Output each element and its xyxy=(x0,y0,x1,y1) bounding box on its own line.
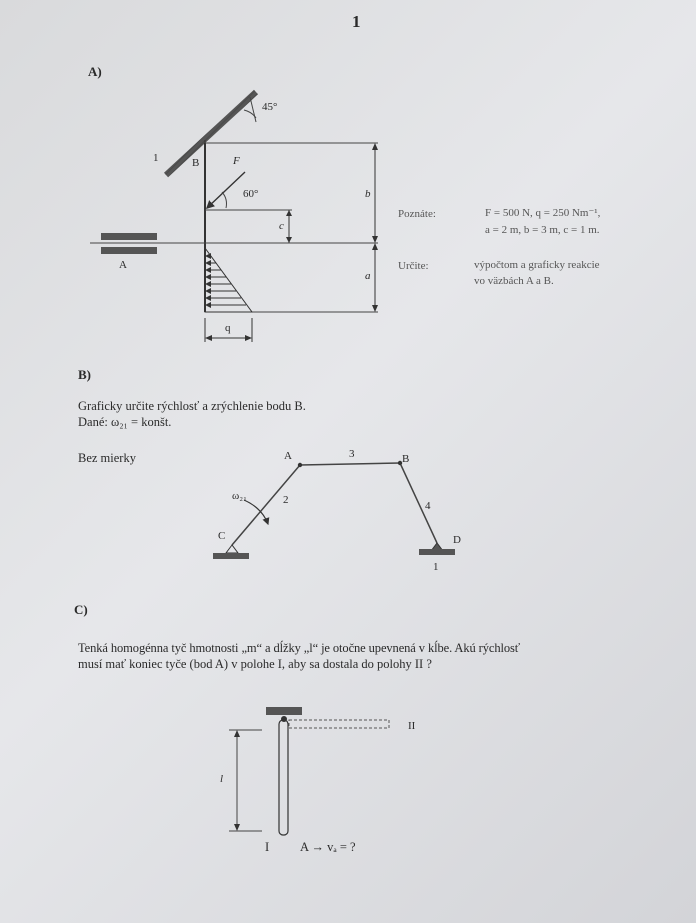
mech-label-3: 3 xyxy=(349,448,355,460)
task-line-1: výpočtom a graficky reakcie xyxy=(474,259,600,271)
section-b-label: B) xyxy=(78,367,91,382)
dim-q-label: q xyxy=(225,322,231,334)
label-a: A xyxy=(119,259,127,271)
given-label: Poznáte: xyxy=(398,208,436,220)
mech-label-d: D xyxy=(453,534,461,546)
angle-45-label: 45° xyxy=(262,101,278,113)
task-label: Určite: xyxy=(398,260,429,272)
mech-label-4: 4 xyxy=(425,500,431,512)
rod-length-label: l xyxy=(220,773,224,785)
dim-b-label: b xyxy=(365,188,371,200)
answer-label: A → vₐ = ? xyxy=(300,840,356,854)
distributed-load xyxy=(205,248,252,312)
position-i-label: I xyxy=(265,840,270,854)
dim-c-label: c xyxy=(279,220,284,232)
dim-a-label: a xyxy=(365,270,371,282)
label-f: F xyxy=(233,155,240,167)
given-line-2: a = 2 m, b = 3 m, c = 1 m. xyxy=(485,224,600,236)
inclined-support xyxy=(166,92,256,175)
mech-label-omega: ω₂₁ xyxy=(232,490,247,502)
angle-60-label: 60° xyxy=(243,188,259,200)
mech-label-c: C xyxy=(218,530,226,542)
mech-label-a: A xyxy=(284,450,292,462)
position-ii-label: II xyxy=(408,720,416,732)
section-a-label: A) xyxy=(88,64,102,79)
mech-label-2: 2 xyxy=(283,494,289,506)
section-c-line-1: Tenká homogénna tyč hmotnosti „m“ a dĺžky „l“ je otočne upevnená v kĺbe. Akú rýchlosť xyxy=(78,641,521,655)
label-one: 1 xyxy=(153,152,159,164)
given-line-1: F = 500 N, q = 250 Nm⁻¹, xyxy=(485,207,601,219)
label-b: B xyxy=(192,157,200,169)
section-c-label: C) xyxy=(74,602,88,617)
mech-label-b: B xyxy=(402,453,410,465)
section-c-line-2: musí mať koniec tyče (bod A) v polohe I, aby sa dostala do polohy II ? xyxy=(78,657,432,671)
task-line-2: vo väzbách A a B. xyxy=(474,275,554,287)
page-number: 1 xyxy=(352,12,361,31)
section-b-note: Bez mierky xyxy=(78,451,136,465)
mech-label-1: 1 xyxy=(433,561,439,573)
section-b-line-2: Dané: ω₂₁ = konšt. xyxy=(78,415,172,429)
section-b-line-1: Graficky určite rýchlosť a zrýchlenie bodu B. xyxy=(78,399,306,413)
mechanism-diagram xyxy=(213,461,455,559)
rod-diagram xyxy=(229,707,389,835)
